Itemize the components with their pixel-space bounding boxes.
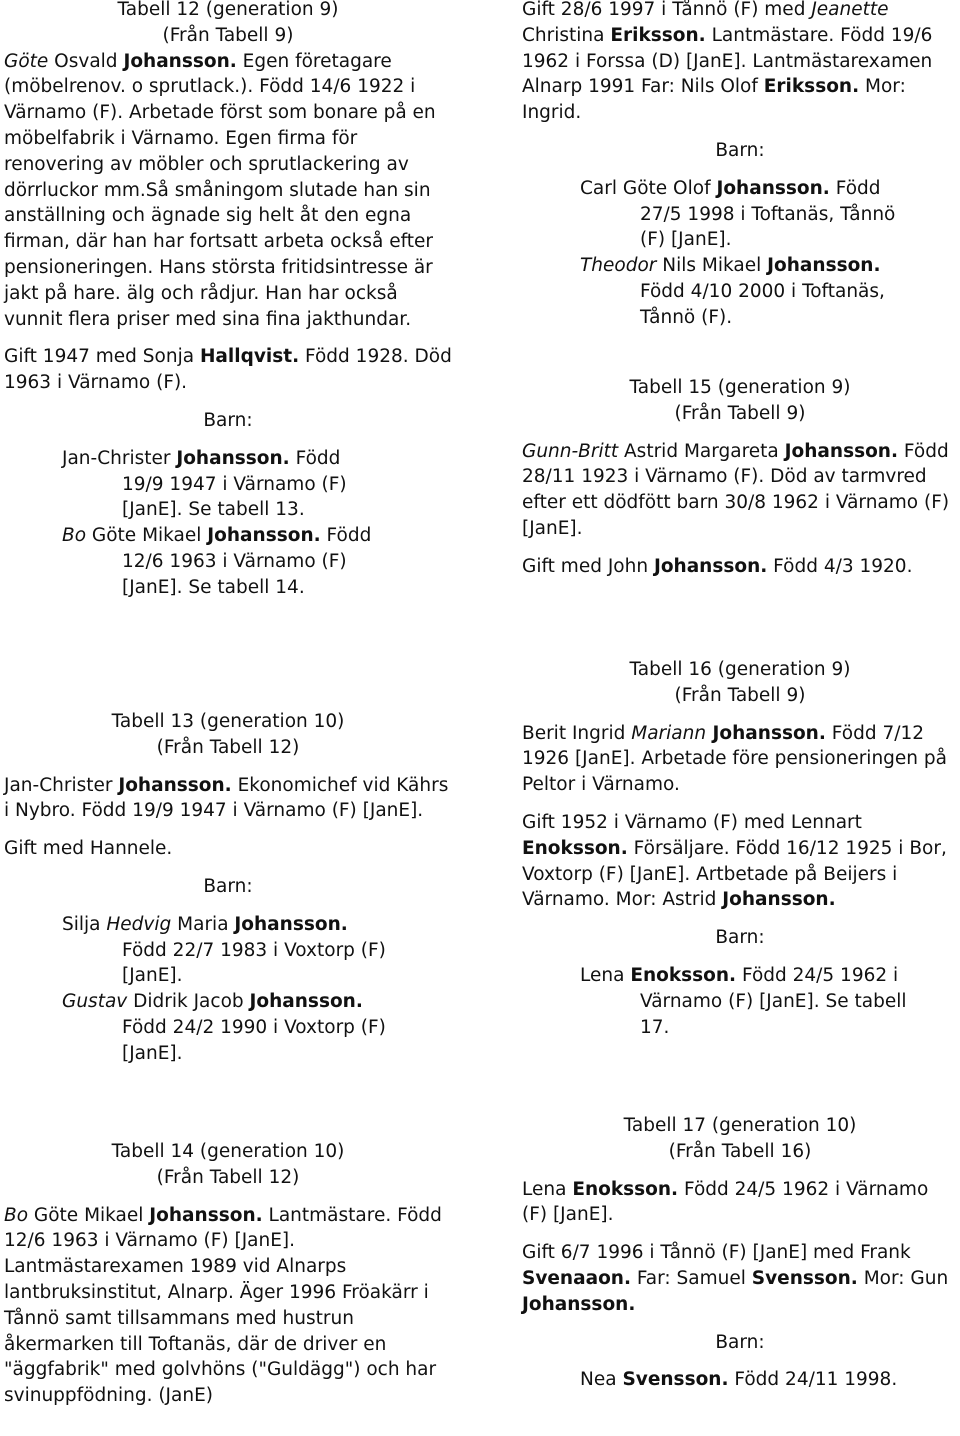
text-span: Johansson. bbox=[522, 1293, 636, 1315]
text-span: Eriksson. bbox=[763, 76, 860, 98]
child-entry bbox=[62, 989, 452, 1015]
text-span: Johansson. bbox=[653, 555, 768, 577]
table-12-section bbox=[4, 0, 452, 601]
child-entry bbox=[62, 523, 452, 549]
text-span: Gunn-Britt bbox=[522, 440, 619, 462]
text-span: Mor: Ingrid. bbox=[522, 76, 906, 124]
table-12-person bbox=[4, 49, 452, 333]
text-span: Född 22/7 1983 i Voxtorp (F) bbox=[122, 939, 386, 961]
text-span: Född 24/5 1962 i bbox=[736, 964, 899, 986]
text-span: Eriksson. bbox=[610, 24, 706, 46]
text-span: Jan-Christer bbox=[4, 774, 119, 796]
text-span: Gift med John bbox=[522, 555, 654, 577]
child-entry bbox=[580, 1367, 958, 1393]
text-span: Ekonomichef vid Kährs i Nybro. Född 19/9 1947 i Värnamo (F) [JanE]. bbox=[4, 774, 449, 822]
text-span: Berit Ingrid bbox=[522, 722, 632, 744]
text-span: Johansson. bbox=[234, 913, 348, 935]
text-span: Lena bbox=[580, 964, 631, 986]
table-15-from: (Från Tabell 9) bbox=[674, 402, 806, 424]
child-entry bbox=[580, 963, 958, 989]
table-16-barn: Barn: bbox=[715, 927, 765, 949]
text-span: 17. bbox=[640, 1016, 670, 1038]
text-span: Christina bbox=[522, 24, 611, 46]
table-13-title: Tabell 13 (generation 10) bbox=[111, 711, 345, 732]
table-15-section bbox=[522, 375, 958, 580]
text-span: Johansson. bbox=[249, 991, 363, 1013]
text-span: (F) [JanE]. bbox=[640, 229, 732, 251]
text-span: 27/5 1998 i Toftanäs, Tånnö bbox=[640, 203, 896, 225]
table-17-from: (Från Tabell 16) bbox=[668, 1140, 812, 1162]
text-span: Försäljare. Född 16/12 1925 i Bor, Voxtorp (F) [JanE]. Artbetade på Beijers i Värnamo. Mor: Astrid bbox=[522, 837, 947, 911]
table-15-person bbox=[522, 439, 958, 542]
text-span: Nea bbox=[580, 1369, 623, 1391]
text-span: Gift 1952 i Värnamo (F) med Lennart bbox=[522, 811, 862, 833]
text-span: Theodor bbox=[580, 255, 657, 277]
text-span: [JanE]. Se tabell 14. bbox=[122, 576, 305, 598]
text-span: Hallqvist. bbox=[199, 346, 300, 368]
text-span: Johansson. bbox=[118, 774, 232, 796]
table-17-title: Tabell 17 (generation 10) bbox=[623, 1115, 857, 1136]
table-14-marriage bbox=[522, 0, 958, 126]
table-16-from: (Från Tabell 9) bbox=[674, 684, 806, 706]
table-12-marriage bbox=[4, 344, 452, 396]
text-span: [JanE]. Se tabell 13. bbox=[122, 499, 305, 521]
text-span: Didrik Jacob bbox=[127, 991, 250, 1013]
text-span: Johansson. bbox=[149, 1204, 263, 1226]
table-14-from: (Från Tabell 12) bbox=[156, 1166, 300, 1188]
text-span: Lena bbox=[522, 1178, 573, 1200]
text-span: 19/9 1947 i Värnamo (F) bbox=[122, 473, 347, 495]
text-span: Göte bbox=[4, 50, 49, 72]
table-12-title: Tabell 12 (generation 9) bbox=[117, 0, 339, 20]
table-14-title: Tabell 14 (generation 10) bbox=[111, 1141, 345, 1162]
table-12-children bbox=[4, 446, 452, 601]
text-span: Johansson. bbox=[716, 177, 830, 199]
text-span: Enoksson. bbox=[522, 837, 628, 859]
table-13-marriage: Gift med Hannele. bbox=[4, 838, 173, 860]
child-entry bbox=[580, 176, 958, 202]
table-16-title: Tabell 16 (generation 9) bbox=[629, 659, 851, 680]
text-span: Värnamo (F) [JanE]. Se tabell bbox=[640, 990, 907, 1012]
table-14-children bbox=[522, 176, 958, 331]
text-span: [JanE]. bbox=[122, 965, 183, 987]
text-span: Född 4/10 2000 i Toftanäs, bbox=[640, 280, 885, 302]
text-span: Född 24/5 1962 i Värnamo (F) [JanE]. bbox=[522, 1178, 929, 1226]
text-span: Född 28/11 1923 i Värnamo (F). Död av tarmvred efter ett dödfött barn 30/8 1962 i Värnamo (F) [JanE]. bbox=[522, 440, 950, 539]
table-17-marriage bbox=[522, 1240, 958, 1317]
text-span: Mariann bbox=[631, 722, 707, 744]
text-span: Johansson. bbox=[767, 255, 881, 277]
text-span: Bo bbox=[62, 525, 87, 547]
text-span: Född 1928. Död 1963 i Värnamo (F). bbox=[4, 346, 452, 394]
table-16-person bbox=[522, 721, 958, 798]
text-span: Tånnö (F). bbox=[640, 306, 733, 328]
text-span: Göte Mikael bbox=[28, 1204, 150, 1226]
text-span: Nils Mikael bbox=[656, 255, 768, 277]
text-span: Jan-Christer bbox=[62, 447, 177, 469]
table-17-section bbox=[522, 1113, 958, 1393]
table-14-barn: Barn: bbox=[715, 139, 765, 161]
text-span: Carl Göte Olof bbox=[580, 177, 717, 199]
text-span: [JanE]. bbox=[122, 1042, 183, 1064]
text-span: Johansson. bbox=[176, 447, 290, 469]
text-span: Född 24/2 1990 i Voxtorp (F) bbox=[122, 1016, 386, 1038]
text-span: Gift 1947 med Sonja bbox=[4, 346, 200, 368]
child-entry bbox=[62, 446, 452, 472]
table-13-person bbox=[4, 773, 452, 825]
text-span: Johansson. bbox=[784, 440, 899, 462]
table-15-marriage bbox=[522, 554, 958, 580]
text-span: Född bbox=[289, 447, 341, 469]
table-14-continued bbox=[522, 0, 958, 331]
text-span: Bo bbox=[4, 1204, 29, 1226]
text-span: 12/6 1963 i Värnamo (F) bbox=[122, 550, 347, 572]
text-span: Gustav bbox=[62, 991, 128, 1013]
child-entry bbox=[580, 253, 958, 279]
text-span: Hedvig bbox=[106, 913, 172, 935]
table-14-section bbox=[4, 1139, 452, 1409]
text-span: Egen företagare (möbelrenov. o sprutlack.). Född 14/6 1922 i Värnamo (F). Arbetade först som bonare på en möbelfabrik i Värnamo. Egen firma för renovering av möbler och sprutlackering av dörrluckor mm.Så småningom slutade han sin anställning och ägnade sig helt åt den egna firman, där han har fortsatt arbeta också efter pensioneringen. Hans största fritidsintresse är jakt på hare. älg och rådjur. Han har också vunnit flera priser med sina fina jakthundar. bbox=[4, 50, 436, 330]
table-13-from: (Från Tabell 12) bbox=[156, 736, 300, 758]
table-16-marriage bbox=[522, 810, 958, 913]
text-span: Johansson. bbox=[722, 889, 836, 911]
table-14-person bbox=[4, 1203, 452, 1409]
table-13-children bbox=[4, 912, 452, 1067]
table-12-barn: Barn: bbox=[203, 409, 253, 431]
text-span: Svensson. bbox=[751, 1267, 858, 1289]
text-span: Mor: Gun bbox=[857, 1267, 949, 1289]
table-15-title: Tabell 15 (generation 9) bbox=[629, 377, 851, 398]
text-span: Johansson. bbox=[123, 50, 237, 72]
text-span: Född 24/11 1998. bbox=[728, 1369, 898, 1391]
table-13-barn: Barn: bbox=[203, 875, 253, 897]
table-16-children bbox=[522, 963, 958, 1040]
text-span: Född 7/12 1926 [JanE]. Arbetade före pensioneringen på Peltor i Värnamo. bbox=[522, 722, 947, 796]
text-span: Johansson. bbox=[706, 722, 826, 744]
text-span: Lantmästare. Född 19/6 1962 i Forssa (D) [JanE]. Lantmästarexamen Alnarp 1991 Far: Nils Olof bbox=[522, 24, 933, 98]
text-span: Född bbox=[320, 525, 372, 547]
table-17-barn: Barn: bbox=[715, 1331, 765, 1353]
text-span: Johansson. bbox=[207, 525, 321, 547]
text-span: Svensson. bbox=[622, 1369, 729, 1391]
table-17-children bbox=[522, 1367, 958, 1393]
text-span: Silja bbox=[62, 913, 107, 935]
text-span: Enoksson. bbox=[572, 1178, 679, 1200]
child-entry bbox=[62, 912, 452, 938]
text-span: Astrid Margareta bbox=[618, 440, 785, 462]
table-12-from: (Från Tabell 9) bbox=[162, 24, 294, 46]
text-span: Far: Samuel bbox=[630, 1267, 752, 1289]
text-span: Göte Mikael bbox=[86, 525, 208, 547]
text-span: Svenaaon. bbox=[522, 1267, 631, 1289]
text-span: Född 4/3 1920. bbox=[767, 555, 913, 577]
text-span: Enoksson. bbox=[630, 964, 737, 986]
text-span: Maria bbox=[171, 913, 235, 935]
text-span: Lantmästare. Född 12/6 1963 i Värnamo (F) [JanE]. Lantmästarexamen 1989 vid Alnarps lantbruksinstitut, Alnarp. Äger 1996 Fröakärr i Tånnö samt tillsammans med hustrun åkermarken till Toftanäs, där de driver en "äggfabrik" med golvhöns ("Guldägg") och har svinuppfödning. (JanE) bbox=[4, 1204, 442, 1407]
text-span: Gift 6/7 1996 i Tånnö (F) [JanE] med Frank bbox=[522, 1242, 911, 1264]
text-span: Gift 28/6 1997 i Tånnö (F) med bbox=[522, 0, 812, 20]
table-16-section bbox=[522, 657, 958, 1040]
text-span: Osvald bbox=[48, 50, 124, 72]
text-span: Jeanette bbox=[811, 0, 889, 20]
table-17-person bbox=[522, 1177, 958, 1229]
text-span: Född bbox=[829, 177, 881, 199]
table-13-section bbox=[4, 709, 452, 1067]
